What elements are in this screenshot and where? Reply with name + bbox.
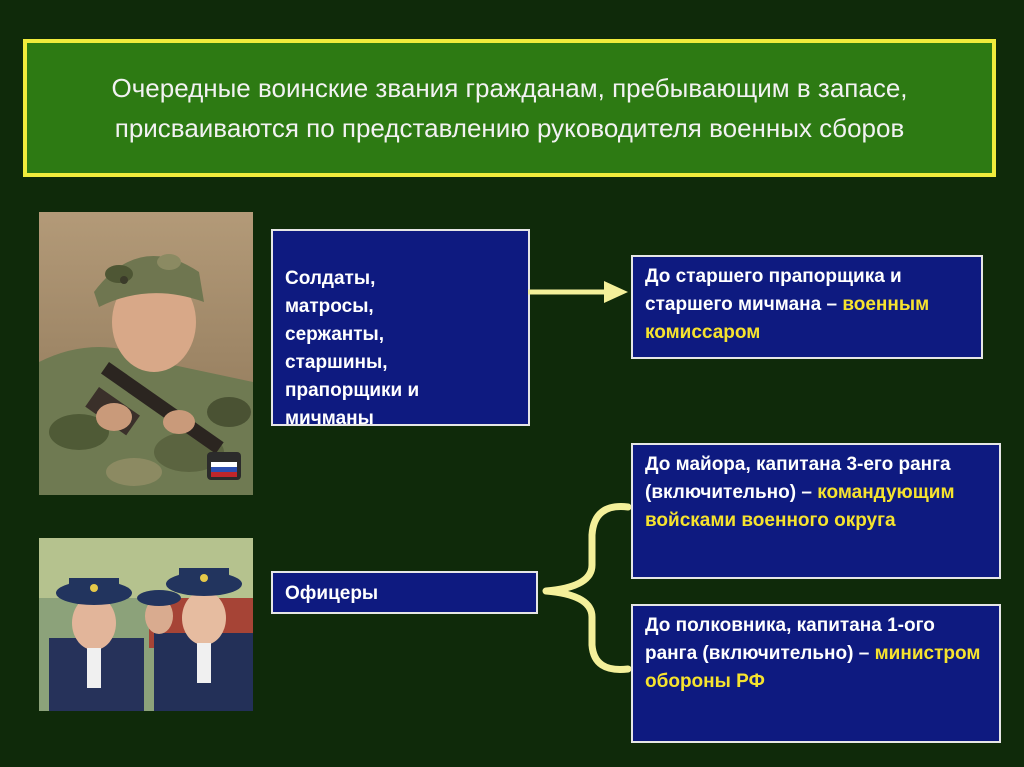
- curly-brace-icon: [536, 495, 631, 680]
- soldiers-text: Солдаты, матросы, сержанты, старшины, прапорщики и мичманы: [285, 268, 420, 429]
- officers-photo: [39, 538, 253, 711]
- rank-box-major: [631, 443, 1001, 579]
- officers-photo-image: [39, 538, 253, 711]
- rank-box-colonel: [631, 604, 1001, 743]
- soldier-photo-image: [39, 212, 253, 495]
- rank3-highlight: министром обороны РФ: [645, 643, 981, 692]
- officers-box: [271, 571, 538, 614]
- title-box: [23, 39, 996, 177]
- soldier-photo: [39, 212, 253, 495]
- officers-text: Офицеры: [285, 583, 379, 604]
- rank3-text: До полковника, капитана 1-ого ранга (включительно) –: [645, 615, 935, 664]
- rank1-highlight: военным комиссаром: [645, 294, 930, 343]
- rank2-highlight: командующим войсками военного округа: [645, 482, 955, 531]
- arrow-right-icon: [528, 277, 632, 307]
- rank1-text: До старшего прапорщика и старшего мичмана –: [645, 266, 902, 315]
- rank2-text: До майора, капитана 3-его ранга (включительно) –: [645, 454, 951, 503]
- page-title: Очередные воинские звания гражданам, пребывающим в запасе, присваиваются по представлению руководителя военных сборов: [111, 73, 908, 143]
- soldiers-box: [271, 229, 530, 429]
- rank-box-warrant-officer: [631, 255, 983, 359]
